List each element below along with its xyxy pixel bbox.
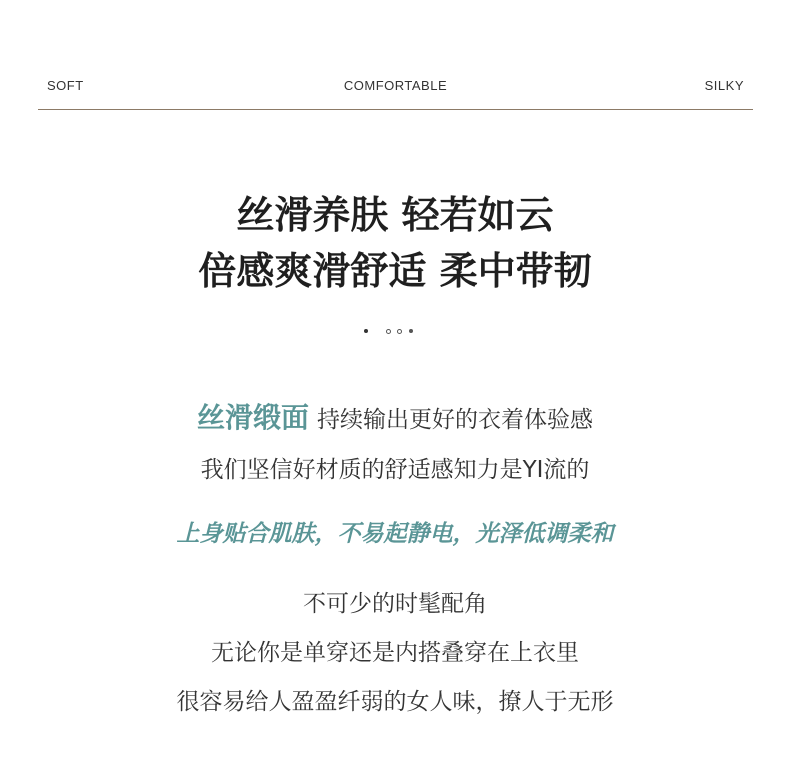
body-line-4: 不可少的时髦配角 [303,591,487,617]
top-keyword-row [38,78,753,96]
dot-icon [397,329,402,334]
keyword-comfortable: COMFORTABLE [343,78,448,93]
keyword-silky: SILKY [704,78,744,93]
dot-icon [386,329,391,334]
body-line-5: 无论你是单穿还是内搭叠穿在上衣里 [211,640,579,666]
keyword-soft: SOFT [47,78,84,93]
headline-line-2: 倍感爽滑舒适 柔中带韧 [198,249,592,293]
divider-line [38,109,753,110]
headline-line-1: 丝滑养肤 轻若如云 [236,193,554,237]
body-line-1 [0,401,790,435]
highlight-line: 上身贴合肌肤，不易起静电，光泽低调柔和 [176,521,614,547]
accent-label: 丝滑缎面 [196,401,309,434]
dot-icon [409,329,413,333]
body-line-1-text: 持续输出更好的衣着体验感 [317,407,593,433]
body-line-2: 我们坚信好材质的舒适感知力是YI流的 [200,457,590,483]
body-line-6: 很容易给人盈盈纤弱的女人味，撩人于无形 [176,689,614,715]
dot-icon [364,329,368,333]
